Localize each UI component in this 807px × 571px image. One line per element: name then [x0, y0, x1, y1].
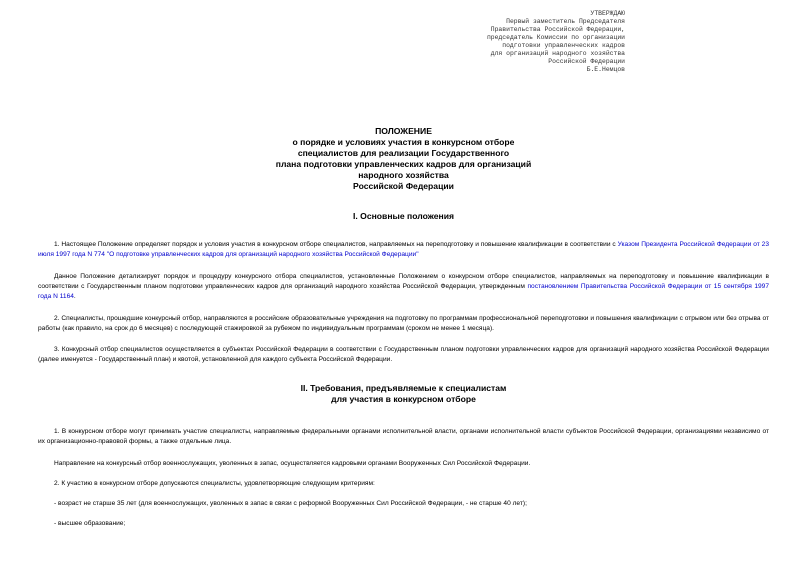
approval-line: Российской Федерации: [548, 58, 625, 65]
title-line: специалистов для реализации Государственного: [297, 148, 510, 158]
section-1-heading: [0, 211, 807, 222]
approval-line: для организаций народного хозяйства: [490, 50, 625, 57]
paragraph-end: .: [73, 293, 76, 300]
section-2-heading-line: для участия в конкурсном отборе: [331, 394, 476, 404]
approval-line: председатель Комиссии по организации: [486, 34, 625, 41]
approval-line: УТВЕРЖДАЮ: [590, 10, 625, 17]
title-line: народного хозяйства: [358, 170, 449, 180]
approval-line: Правительства Российской Федерации,: [490, 26, 625, 33]
section-2-paragraph-3: 2. К участию в конкурсном отборе допускаются специалисты, удовлетворяющие следующим критериям:: [54, 480, 375, 487]
section-2-heading: [0, 383, 807, 405]
title-line: ПОЛОЖЕНИЕ: [375, 126, 432, 136]
section-1-paragraph-4: 3. Конкурсный отбор специалистов осуществляется в субъектах Российской Федерации в соответствии с Государственным планом подготовки управленческих кадров для организаций народного хозяйства Российской Федерации (далее именуется - Государственный план) и квотой, установленной для каждого субъекта Российской Федерации.: [38, 346, 769, 363]
section-2-paragraph-5: - высшее образование;: [54, 520, 126, 527]
approval-block: [487, 10, 625, 74]
section-1-paragraph-1: [38, 240, 769, 260]
title-line: о порядке и условиях участия в конкурсном отборе: [292, 137, 515, 147]
section-2-paragraph-4: - возраст не старше 35 лет (для военнослужащих, уволенных в запас в связи с реформой Вооруженных Сил Российской Федерации, - не старше 40 лет);: [54, 500, 527, 507]
section-2-paragraph-1: 1. В конкурсном отборе могут принимать участие специалисты, направляемые федеральными органами исполнительной власти, органами исполнительной власти субъектов Российской Федерации, организациями независимо от их организационно-правовой формы, а также отдельные лица.: [38, 428, 769, 445]
approval-line: Б.Е.Немцов: [586, 66, 625, 73]
document-title: [0, 126, 807, 192]
section-2-heading-line: II. Требования, предъявляемые к специалистам: [300, 383, 507, 393]
title-line: плана подготовки управленческих кадров для организаций: [275, 159, 532, 169]
approval-line: Первый заместитель Председателя: [506, 18, 625, 25]
title-line: Российской Федерации: [353, 181, 454, 191]
section-1-paragraph-3: 2. Специалисты, прошедшие конкурсный отбор, направляются в российские образовательные учреждения на подготовку по программам профессиональной переподготовки и повышения квалификации с отрывом или без отрыва от работы (как правило, на срок до 6 месяцев) с последующей стажировкой за рубежом по индивидуальным программам (сроком не менее 1 месяца).: [38, 315, 769, 332]
section-1-heading-text: I. Основные положения: [352, 211, 454, 221]
resolution-link[interactable]: постановлением Правительства Российской Федерации от 15 сентября 1997 года N 1164: [38, 283, 770, 300]
approval-line: подготовки управленческих кадров: [502, 42, 625, 49]
paragraph-text: Данное Положение детализирует порядок и процедуру конкурсного отбора специалистов, установленные Положением о конкурсном отборе специалистов, направляемых на переподготовку и повышение квалификации в соответствии с Государственным планом подготовки управленческих кадров для организаций народного хозяйства Российской Федерации, утвержденным: [38, 273, 769, 290]
paragraph-text: 1. Настоящее Положение определяет порядок и условия участия в конкурсном отборе специалистов, направляемых на переподготовку и повышение квалификации в соответствии с: [54, 241, 618, 248]
section-2-paragraph-2: Направление на конкурсный отбор военнослужащих, уволенных в запас, осуществляется кадровыми органами Вооруженных Сил Российской Федерации.: [54, 460, 531, 467]
decree-link[interactable]: Указом Президента Российской Федерации от 23 июля 1997 года N 774 "О подготовке управленческих кадров для организаций народного хозяйства Российской Федерации": [38, 241, 769, 258]
section-1-paragraph-2: [38, 272, 769, 302]
